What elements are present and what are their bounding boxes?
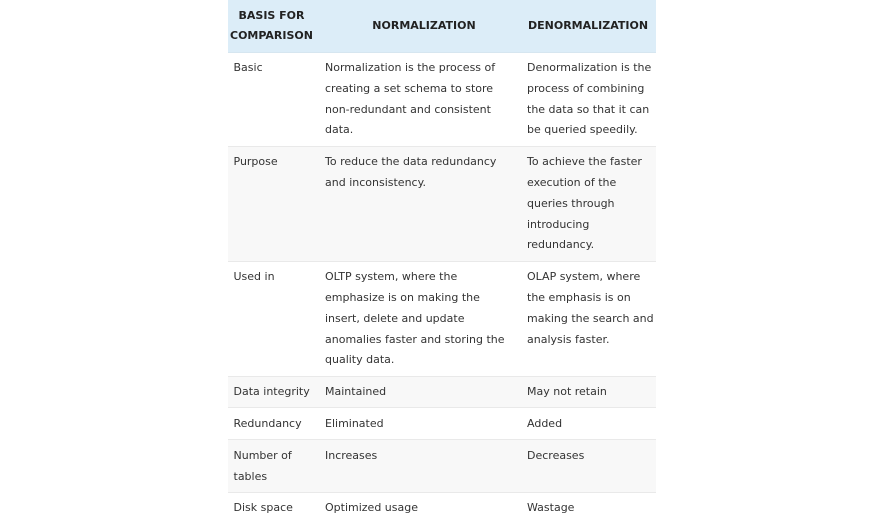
- cell-normalization: Optimized usage: [325, 501, 418, 515]
- cell-denormalization: Denormalization is the process of combining the data so that it can be queried speedily.: [522, 52, 656, 146]
- cell-basis: Redundancy: [228, 408, 321, 440]
- cell-normalization: Eliminated: [321, 408, 522, 440]
- cell-denormalization: Added: [522, 408, 656, 440]
- header-basis-label: BASIS FOR COMPARISON: [230, 8, 313, 42]
- comparison-table: [228, 0, 656, 524]
- table-body: [228, 52, 656, 524]
- cell-normalization: OLTP system, where the emphasize is on making the insert, delete and update anomalies faster and storing the quality data.: [321, 261, 522, 376]
- header-basis-for-comparison: [228, 0, 321, 52]
- cell-normalization: Increases: [321, 440, 522, 493]
- cell-normalization: To reduce the data redundancy and inconsistency.: [321, 146, 522, 261]
- cell-basis: Used in: [228, 261, 321, 376]
- cell-normalization: Normalization is the process of creating a set schema to store non-redundant and consistent data.: [321, 52, 522, 146]
- table-row: [228, 376, 656, 408]
- cell-basis: Basic: [228, 52, 321, 146]
- cell-denormalization: Wastage: [527, 501, 575, 515]
- cell-basis: Data integrity: [228, 376, 321, 408]
- table-row: [228, 146, 656, 261]
- cell-basis: Number of tables: [228, 440, 321, 493]
- table-row: [228, 408, 656, 440]
- cell-basis: Disk space: [233, 501, 293, 515]
- table-row: [228, 440, 656, 493]
- cell-normalization: Maintained: [321, 376, 522, 408]
- table-header: [228, 0, 656, 52]
- header-normalization: NORMALIZATION: [321, 0, 522, 52]
- table-row: [228, 52, 656, 146]
- cell-denormalization: May not retain: [522, 376, 656, 408]
- cell-denormalization: To achieve the faster execution of the queries through introducing redundancy.: [522, 146, 656, 261]
- header-denormalization: DENORMALIZATION: [522, 0, 656, 52]
- table-row: [228, 261, 656, 376]
- table-row: [228, 492, 656, 523]
- header-row: [228, 0, 656, 52]
- cell-denormalization: Decreases: [522, 440, 656, 493]
- cell-denormalization: OLAP system, where the emphasis is on making the search and analysis faster.: [522, 261, 656, 376]
- cell-basis: Purpose: [228, 146, 321, 261]
